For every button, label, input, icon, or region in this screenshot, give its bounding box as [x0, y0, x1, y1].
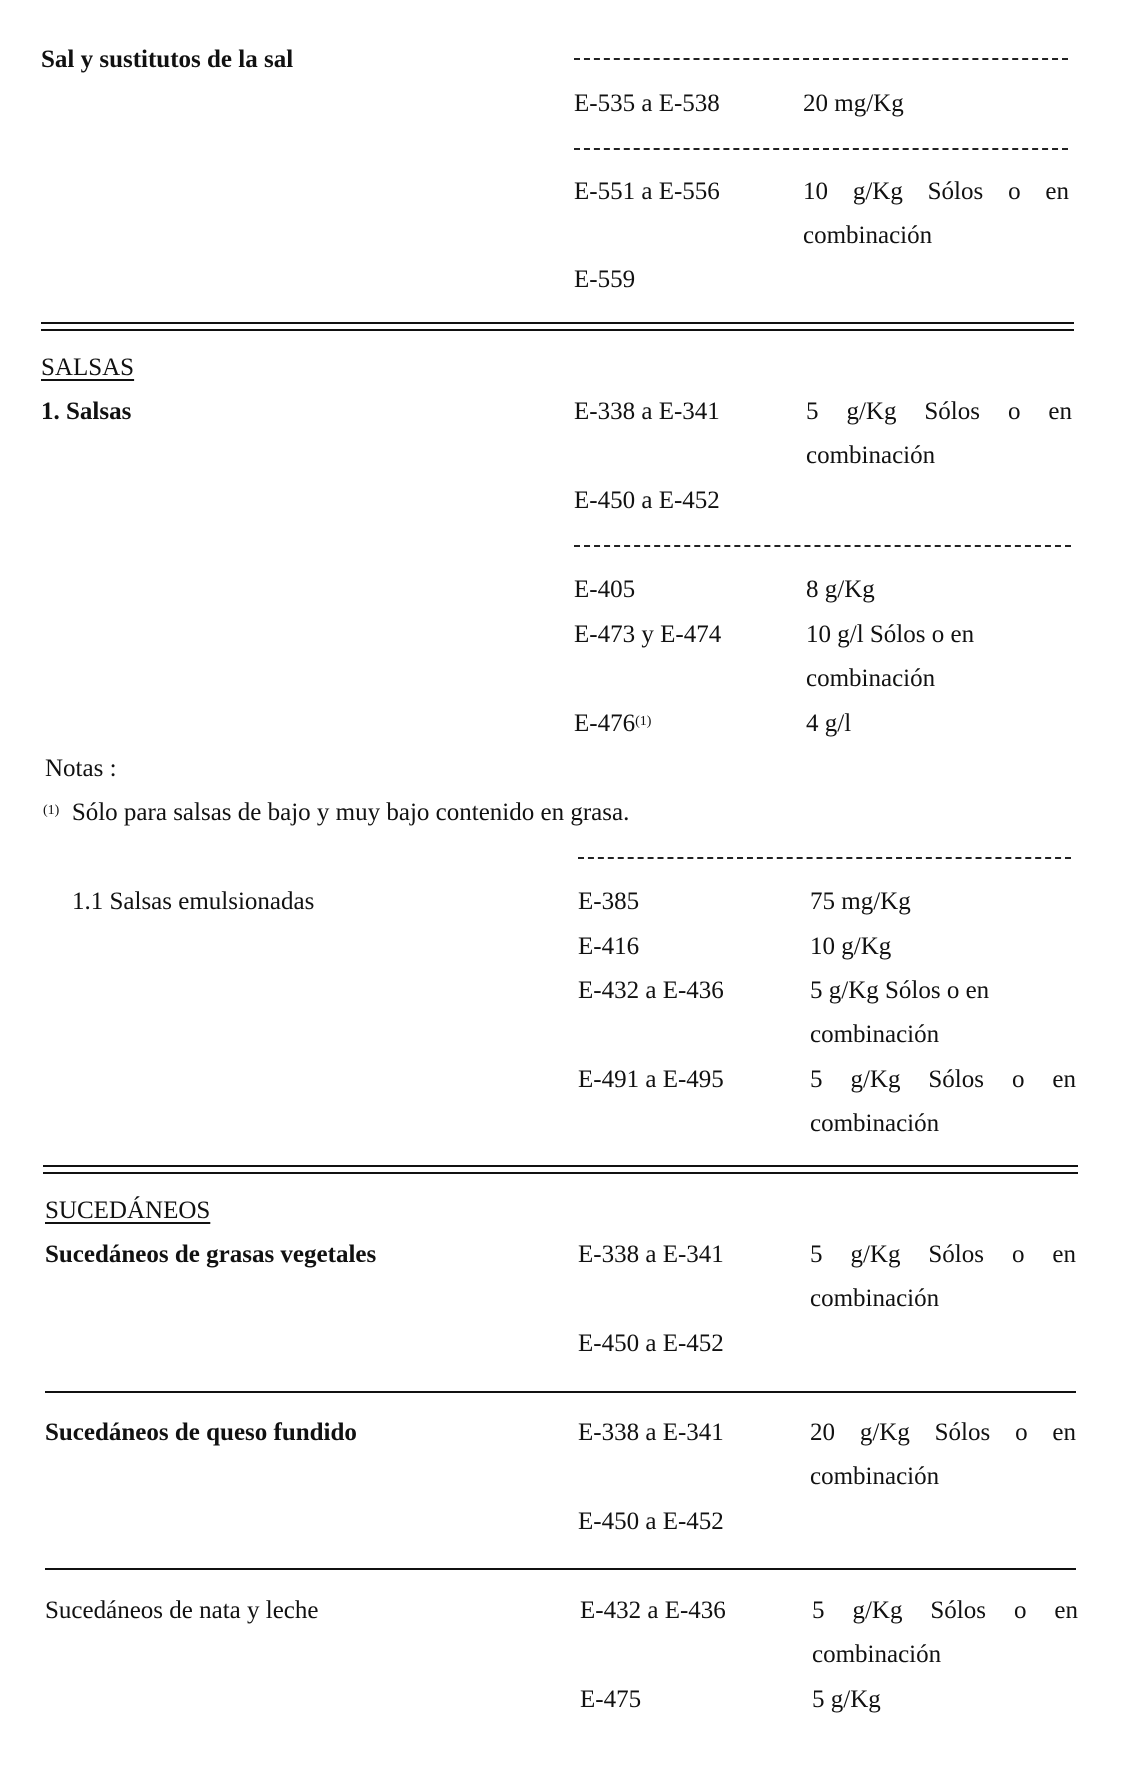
category-label: Sal y sustitutos de la sal	[41, 46, 294, 73]
additive-code: E-338 a E-341	[574, 398, 720, 425]
additive-code: E-535 a E-538	[574, 90, 720, 117]
category-label: Sucedáneos de nata y leche	[45, 1597, 319, 1624]
dose-limit: 10 g/Kg Sólos o en	[803, 178, 1069, 205]
dose-limit: 5 g/Kg Sólos o en	[810, 977, 990, 1004]
notes-label: Notas :	[45, 755, 117, 782]
dashed-separator	[574, 545, 1071, 547]
dose-limit-cont: combinación	[806, 442, 936, 469]
dose-limit-cont: combinación	[810, 1463, 940, 1490]
dose-limit-cont: combinación	[803, 222, 933, 249]
additive-code: E-338 a E-341	[578, 1419, 724, 1446]
dose-limit: 5 g/Kg Sólos o en	[810, 1066, 1076, 1093]
row-divider	[45, 1568, 1076, 1570]
dose-limit: 4 g/l	[806, 710, 852, 737]
additive-code: E-432 a E-436	[578, 977, 724, 1004]
category-label: 1. Salsas	[41, 398, 132, 425]
dose-limit: 10 g/l Sólos o en	[806, 621, 975, 648]
dose-limit: 20 mg/Kg	[803, 90, 904, 117]
dashed-separator	[578, 857, 1071, 859]
footnote	[43, 798, 629, 828]
dose-limit: 20 g/Kg Sólos o en	[810, 1419, 1076, 1446]
dose-limit: 8 g/Kg	[806, 576, 875, 603]
section-heading: SALSAS	[41, 354, 135, 381]
dose-limit: 5 g/Kg	[812, 1686, 881, 1713]
dashed-separator	[574, 58, 1068, 60]
dose-limit: 75 mg/Kg	[810, 888, 911, 915]
footnote-text: Sólo para salsas de bajo y muy bajo contenido en grasa.	[71, 799, 630, 826]
additive-code: E-432 a E-436	[580, 1597, 726, 1624]
dashed-separator	[574, 148, 1068, 150]
dose-limit: 10 g/Kg	[810, 933, 892, 960]
additive-code: E-475	[580, 1686, 642, 1713]
dose-limit-cont: combinación	[810, 1285, 940, 1312]
additive-code: E-551 a E-556	[574, 178, 720, 205]
dose-limit-cont: combinación	[812, 1641, 942, 1668]
additive-code-text: E-476	[574, 710, 636, 737]
additive-code: E-491 a E-495	[578, 1066, 724, 1093]
dose-limit: 5 g/Kg Sólos o en	[812, 1597, 1078, 1624]
additive-code	[574, 709, 651, 739]
additive-code: E-416	[578, 933, 640, 960]
additive-code: E-450 a E-452	[574, 487, 720, 514]
additive-code: E-385	[578, 888, 640, 915]
row-divider	[45, 1391, 1076, 1393]
section-divider	[43, 1165, 1078, 1174]
dose-limit-cont: combinación	[810, 1110, 940, 1137]
dose-limit-cont: combinación	[810, 1021, 940, 1048]
category-label: Sucedáneos de queso fundido	[45, 1419, 357, 1446]
additive-code: E-450 a E-452	[578, 1330, 724, 1357]
dose-limit: 5 g/Kg Sólos o en	[806, 398, 1072, 425]
section-heading: SUCEDÁNEOS	[45, 1197, 211, 1224]
section-divider	[41, 322, 1074, 331]
additive-code: E-338 a E-341	[578, 1241, 724, 1268]
category-label: 1.1 Salsas emulsionadas	[72, 888, 315, 915]
additive-code: E-473 y E-474	[574, 621, 722, 648]
additive-code: E-559	[574, 266, 636, 293]
additive-code: E-450 a E-452	[578, 1508, 724, 1535]
additive-code: E-405	[574, 576, 636, 603]
footnote-marker: (1)	[635, 714, 652, 729]
dose-limit-cont: combinación	[806, 665, 936, 692]
dose-limit: 5 g/Kg Sólos o en	[810, 1241, 1076, 1268]
footnote-marker: (1)	[43, 803, 60, 818]
category-label: Sucedáneos de grasas vegetales	[45, 1241, 377, 1268]
